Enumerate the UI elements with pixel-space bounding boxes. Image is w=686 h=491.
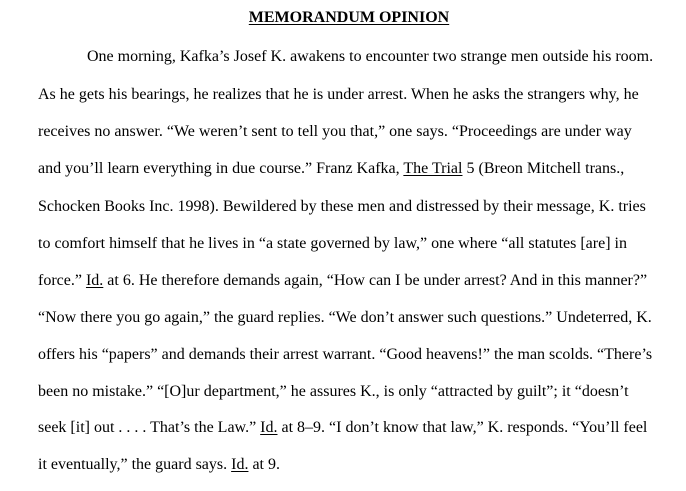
- line-7-tail: at 6. He therefore demands again, “How can I be under arrest? And in this manner?”: [103, 272, 648, 289]
- page-title: MEMORANDUM OPINION: [248, 9, 450, 26]
- line-11-text: seek [it] out . . . . That’s the Law.”: [38, 419, 261, 436]
- line-12-text: it eventually,” the guard says.: [38, 456, 232, 473]
- line-11-tail: at 8–9. “I don’t know that law,” K. responds. “You’ll feel: [277, 419, 648, 436]
- id-citation: Id.: [260, 419, 278, 436]
- paragraph-line-3: receives no answer. “We weren’t sent to tell you that,” one says. “Proceedings are under way: [38, 123, 632, 140]
- paragraph-line-12: [38, 455, 280, 475]
- paragraph-line-2: As he gets his bearings, he realizes that he is under arrest. When he asks the strangers why, he: [38, 86, 639, 103]
- line-7-text: force.”: [38, 272, 86, 289]
- paragraph-line-4: [38, 159, 624, 179]
- book-title-citation: The Trial: [403, 160, 463, 177]
- paragraph-line-5: Schocken Books Inc. 1998). Bewildered by these men and distressed by their message, K. tries: [38, 198, 646, 215]
- paragraph-line-1: One morning, Kafka’s Josef K. awakens to encounter two strange men outside his room.: [87, 48, 654, 65]
- line-12-tail: at 9.: [248, 456, 280, 473]
- paragraph-line-7: [38, 271, 647, 291]
- paragraph-line-10: been no mistake.” “[O]ur department,” he assures K., is only “attracted by guilt”; it “doesn’t: [38, 383, 629, 400]
- paragraph-line-9: offers his “papers” and demands their arrest warrant. “Good heavens!” the man scolds. “There’s: [38, 346, 653, 363]
- id-citation: Id.: [231, 456, 249, 473]
- paragraph-line-11: [38, 418, 647, 438]
- line-4-tail: 5 (Breon Mitchell trans.,: [462, 160, 625, 177]
- line-4-text: and you’ll learn everything in due course.” Franz Kafka,: [38, 160, 404, 177]
- id-citation: Id.: [85, 272, 104, 289]
- paragraph-line-8: “Now there you go again,” the guard replies. “We don’t answer such questions.” Undeterred, K.: [38, 309, 652, 326]
- paragraph-line-6: to comfort himself that he lives in “a state governed by law,” one where “all statutes [are] in: [38, 235, 627, 252]
